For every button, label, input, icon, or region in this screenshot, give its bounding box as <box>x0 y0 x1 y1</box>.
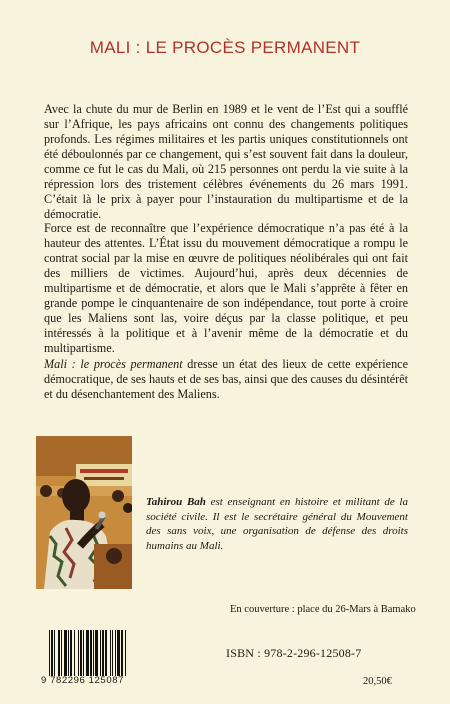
barcode-digits: 9 782296 125087 <box>41 675 124 686</box>
barcode-bar <box>61 630 62 676</box>
cover-credit: En couverture : place du 26-Mars à Bamako <box>230 604 416 615</box>
barcode-bar <box>112 630 113 676</box>
barcode-bar <box>93 630 94 676</box>
barcode-bar <box>83 630 84 676</box>
barcode-bar <box>110 630 111 676</box>
author-bio <box>146 495 408 553</box>
barcode-bar <box>86 630 89 676</box>
barcode-bars <box>49 630 159 676</box>
isbn: ISBN : 978-2-296-12508-7 <box>226 646 362 660</box>
summary-paragraph-3 <box>44 357 408 402</box>
price: 20,50€ <box>363 676 392 687</box>
barcode-bar <box>68 630 69 676</box>
barcode-bar <box>78 630 79 676</box>
author-bio-text: est enseignant en histoire et militant de la société civile. Il est le secrétaire général du Mouvement des sans voix, une organisation de défense des droits humains au Mali. <box>146 496 408 552</box>
barcode-bar <box>102 630 104 676</box>
barcode-bar <box>95 630 98 676</box>
barcode-bar <box>80 630 82 676</box>
barcode-bar <box>51 630 53 676</box>
barcode-bar <box>105 630 107 676</box>
barcode-bar <box>117 630 120 676</box>
summary-paragraph-3-text: dresse un état des lieux de cette expérience démocratique, de ses hauts et de ses bas, ainsi que des causes du désintérêt et du désenchantement des Maliens. <box>44 357 408 401</box>
barcode-bar <box>115 630 116 676</box>
barcode-bar <box>90 630 92 676</box>
book-title-italic: Mali : le procès permanent <box>44 357 183 371</box>
summary-paragraph-2: Force est de reconnaître que l’expérience démocratique n’a pas été à la hauteur des attentes. L’État issu du mouvement démocratique a rompu le contrat social par la mise en œuvre de politiques néolibérales qui ont fait des milliers de victimes. Aujourd’hui, après deux décennies de multipartisme et de démocratie, et alors que le Mali s’apprête à fêter en grande pompe le cinquantenaire de son indépendance, tout porte à croire que les Maliens sont las, voire déçus par la classe politique, et peu intéressés à la politique et à l’avenir même de la démocratie et du multipartisme. <box>44 221 408 355</box>
barcode <box>41 630 159 686</box>
barcode-bar <box>74 630 75 676</box>
barcode-bar <box>121 630 123 676</box>
author-photo <box>36 436 132 589</box>
barcode-bar <box>70 630 72 676</box>
barcode-bar <box>49 630 50 676</box>
barcode-bar <box>54 630 55 676</box>
book-title: MALI : LE PROCÈS PERMANENT <box>89 38 361 57</box>
author-name: Tahirou Bah <box>146 496 206 508</box>
barcode-bar <box>125 630 126 676</box>
summary-paragraph-1: Avec la chute du mur de Berlin en 1989 et le vent de l’Est qui a soufflé sur l’Afrique, les pays africains ont connu des changements politiques profonds. Les régimes militaires et les partis uniques constitutionnels ont été déboulonnés par ce changement, qui s’est souvent fait dans la douleur, comme ce fut le cas du Mali, où 215 personnes ont perdu la vie suite à la répression lors des tristement célèbres événements du 26 mars 1991. C’était là le prix à payer pour l’instauration du multipartisme et de la démocratie. <box>44 102 408 221</box>
barcode-bar <box>64 630 67 676</box>
barcode-bar <box>58 630 60 676</box>
barcode-bar <box>100 630 101 676</box>
